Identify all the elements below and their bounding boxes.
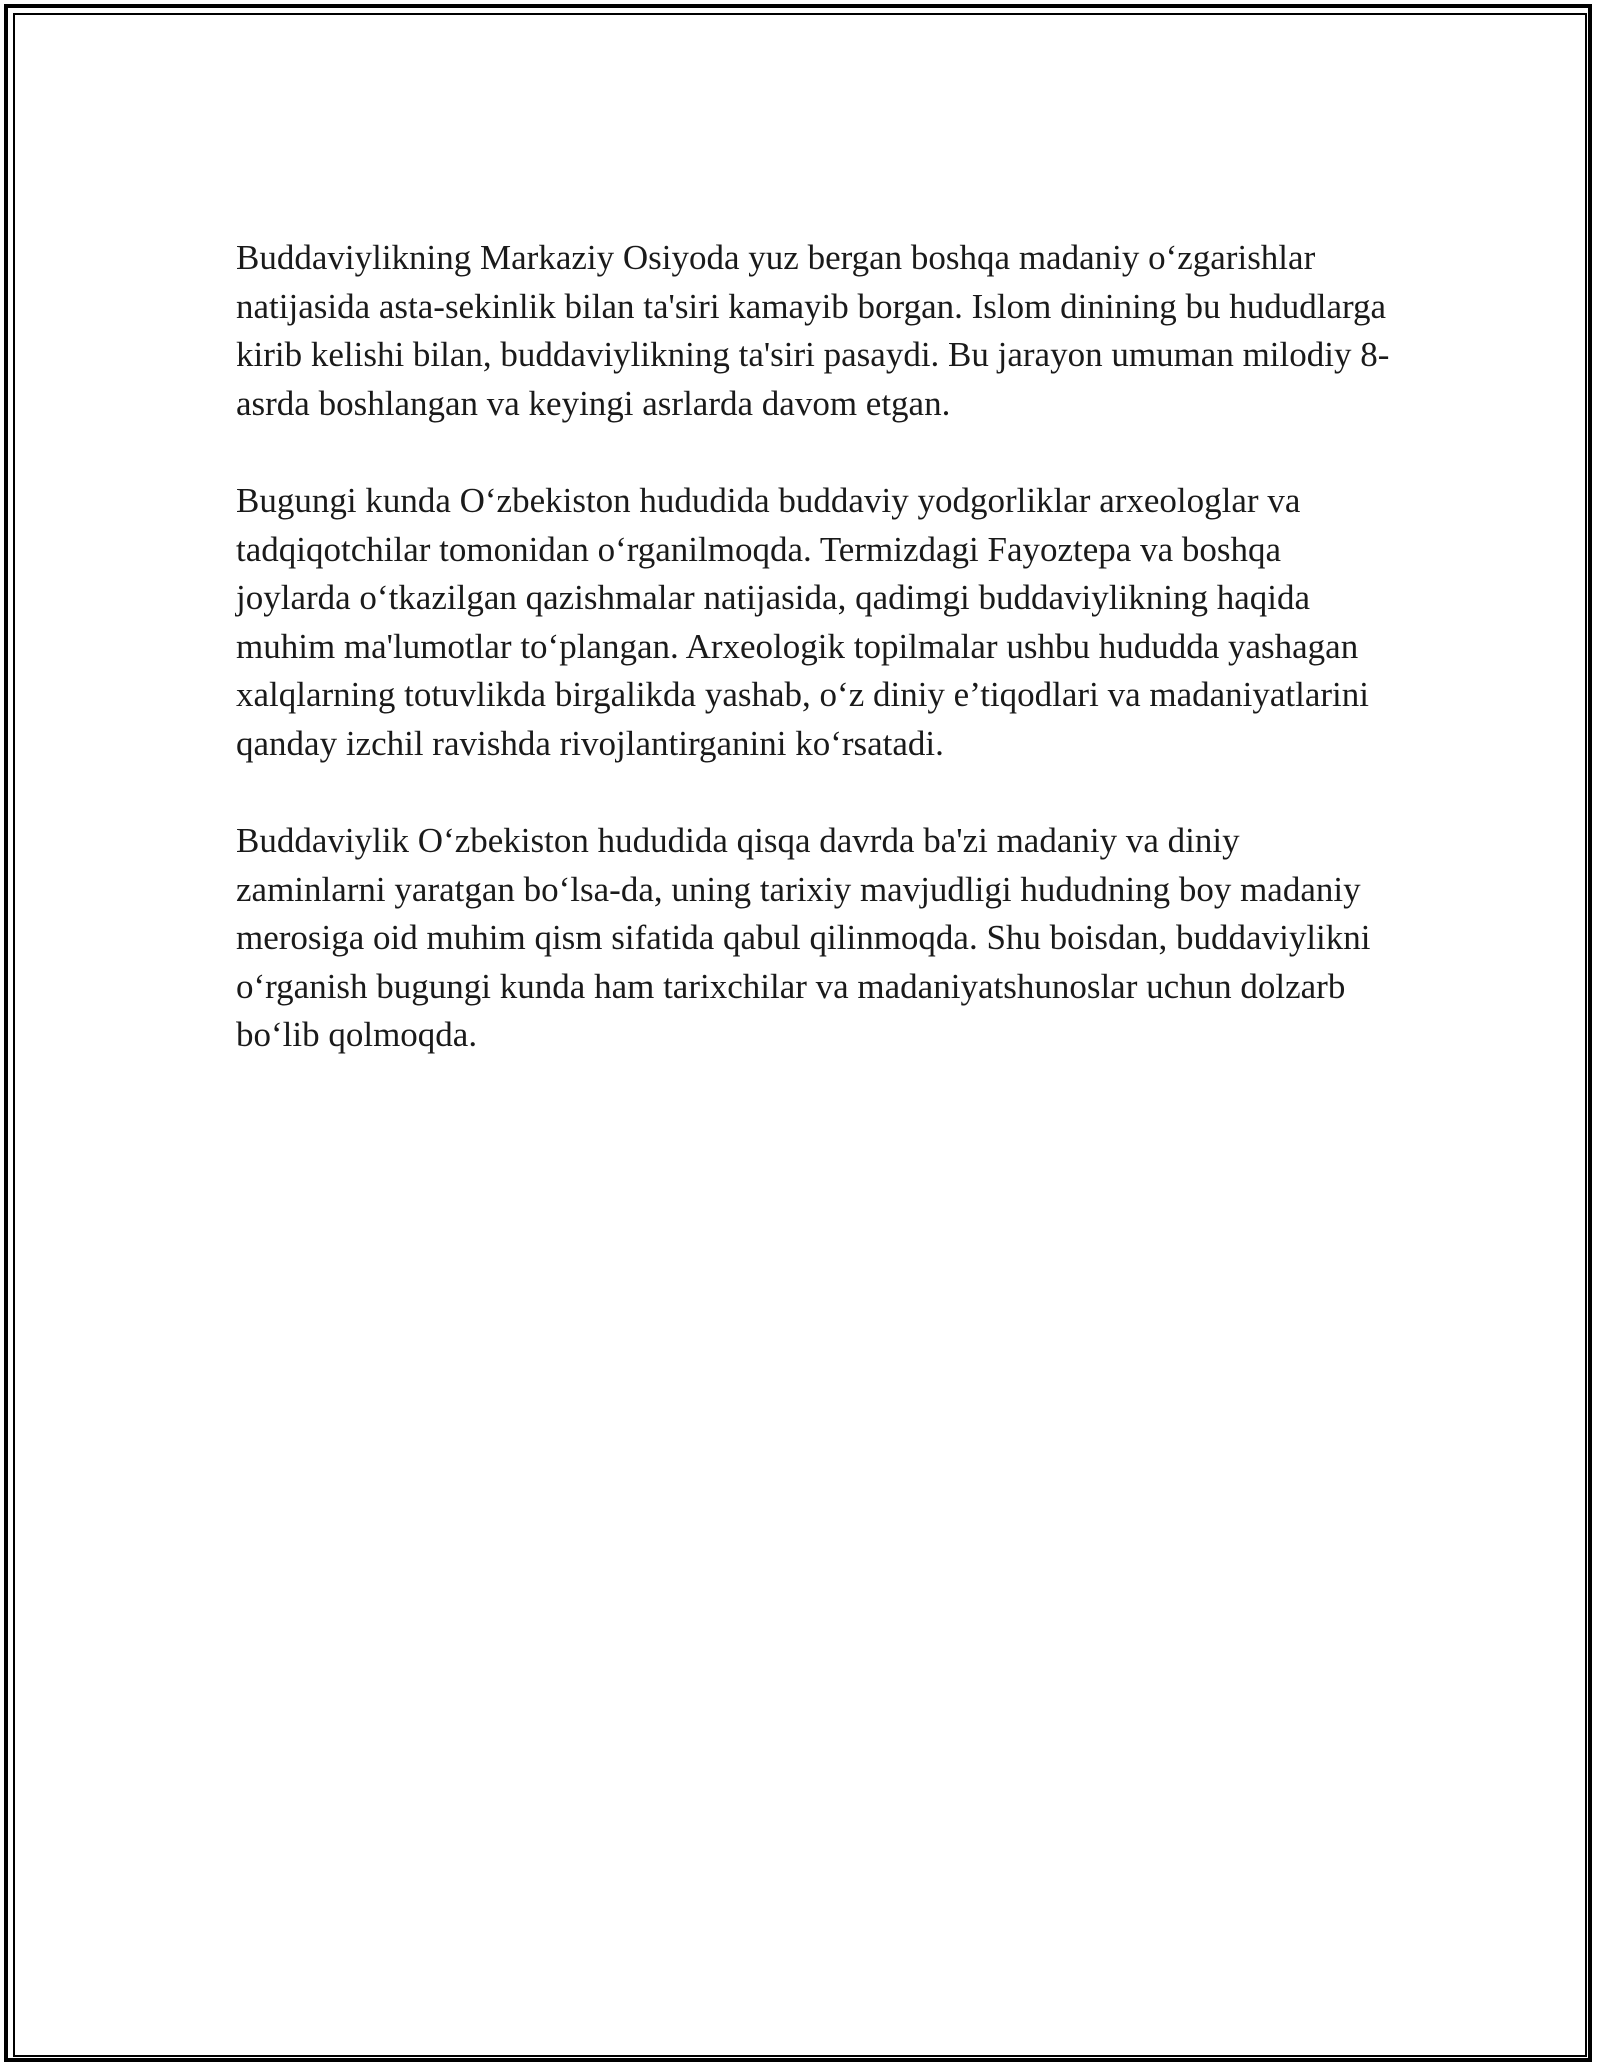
document-body xyxy=(236,234,1396,1109)
paragraph-3: Buddaviylik O‘zbekiston hududida qisqa davrda ba'zi madaniy va diniy zaminlarni yaratgan bo‘lsa-da, uning tarixiy mavjudligi hududning boy madaniy merosiga oid muhim qism sifatida qabul qilinmoqda. Shu boisdan, buddaviylikni o‘rganish bugungi kunda ham tarixchilar va madaniyatshunoslar uchun dolzarb bo‘lib qolmoqda. xyxy=(236,821,1371,1054)
paragraph-2: Bugungi kunda O‘zbekiston hududida buddaviy yodgorliklar arxeologlar va tadqiqotchilar tomonidan o‘rganilmoqda. Termizdagi Fayoztepa va boshqa joylarda o‘tkazilgan qazishmalar natijasida, qadimgi buddaviylikning haqida muhim ma'lumotlar to‘plangan. Arxeologik topilmalar ushbu hududda yashagan xalqlarning totuvlikda birgalikda yashab, o‘z diniy e’tiqodlari va madaniyatlarini qanday izchil ravishda rivojlantirganini ko‘rsatadi. xyxy=(236,481,1369,763)
paragraph-1: Buddaviylikning Markaziy Osiyoda yuz bergan boshqa madaniy o‘zgarishlar natijasida asta-sekinlik bilan ta'siri kamayib borgan. Islom dinining bu hududlarga kirib kelishi bilan, buddaviylikning ta'siri pasaydi. Bu jarayon umuman milodiy 8-asrda boshlangan va keyingi asrlarda davom etgan. xyxy=(236,238,1390,423)
